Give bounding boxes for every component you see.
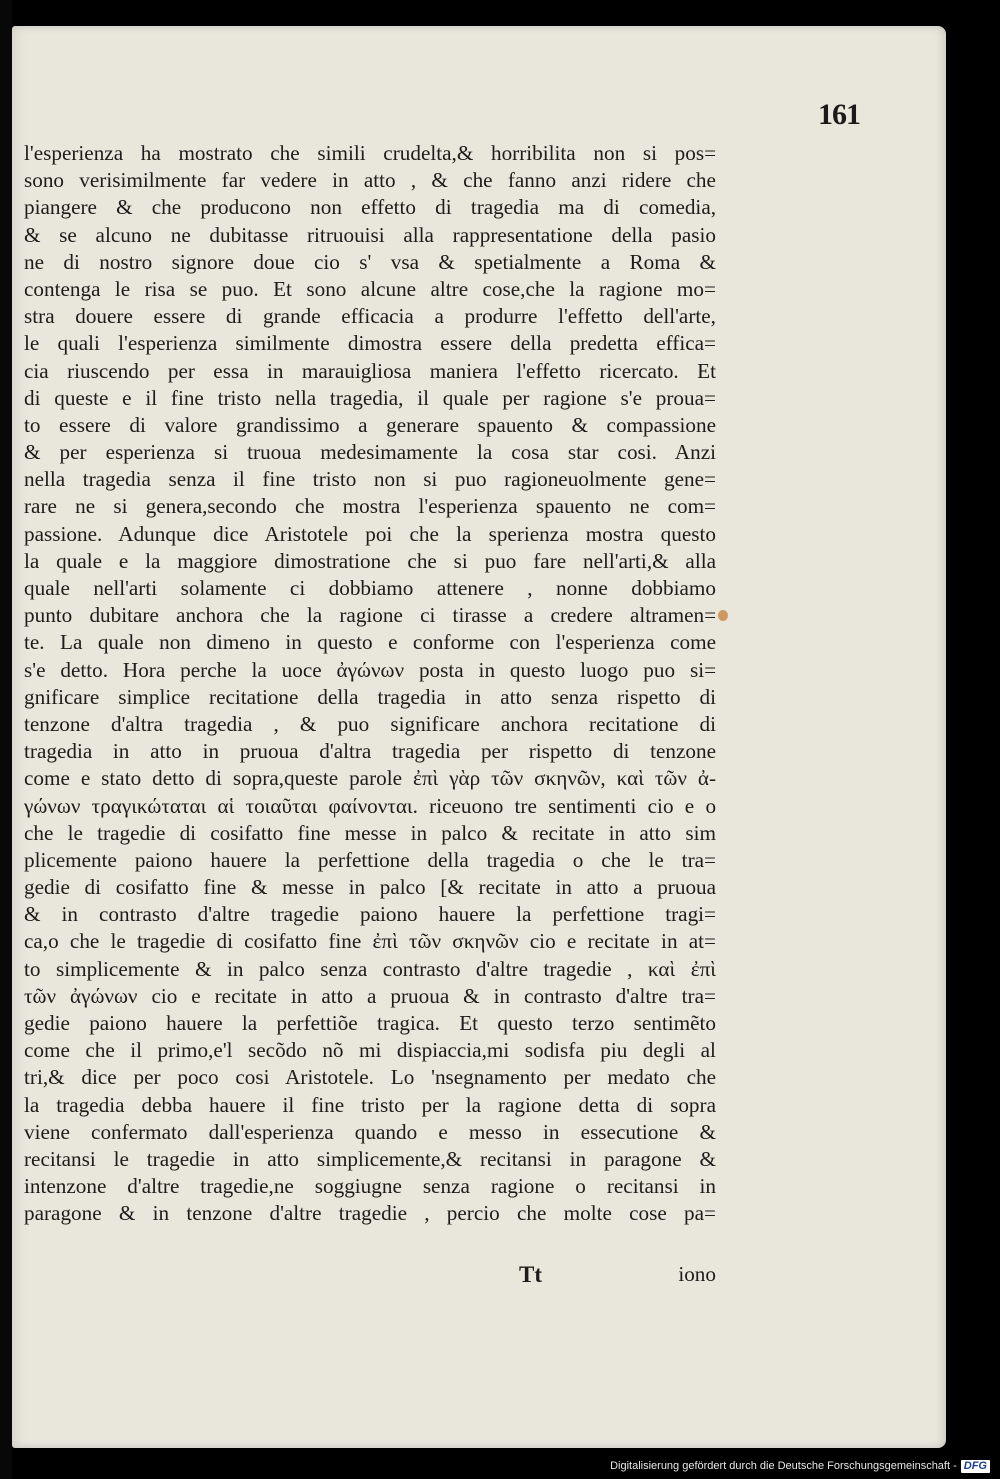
ink-stain: [718, 610, 728, 621]
text-line: piangere & che producono non effetto di tragedia ma di comedia,: [24, 195, 717, 220]
text-line: gedie di cosifatto fine & messe in palco [& recitate in atto a pruoua: [24, 875, 717, 900]
text-line: tenzone d'altra tragedia , & puo significare anchora recitatione di: [24, 711, 717, 736]
page-number: 161: [818, 98, 860, 131]
text-line: plicemente paiono hauere la perfettione della tragedia o che le tra=: [24, 847, 716, 872]
text-line: tragedia in atto in pruoua d'altra tragedia per rispetto di tenzone: [24, 739, 717, 764]
text-line: come e stato detto di sopra,queste parole ἐπὶ γὰρ τῶν σκηνῶν, καὶ τῶν ἀ-: [24, 766, 717, 791]
text-line: s'e detto. Hora perche la uoce ἀγώνων posta in questo luogo puo si=: [24, 657, 717, 682]
text-line: quale nell'arti solamente ci dobbiamo attenere , nonne dobbiamo: [24, 576, 716, 600]
text-line: ca,o che le tragedie di cosifatto fine ἐπὶ τῶν σκηνῶν cio e recitate in at=: [24, 929, 716, 954]
text-line: & se alcuno ne dubitasse ritruouisi alla rappresentatione della pasio: [24, 222, 716, 247]
text-line: che le tragedie di cosifatto fine messe in palco & recitate in atto sim: [24, 820, 716, 845]
text-line: rare ne si genera,secondo che mostra l'esperienza spauento ne com=: [24, 494, 716, 519]
text-line: la quale e la maggiore dimostratione che si puo fare nell'arti,& alla: [24, 548, 717, 573]
text-line: tri,& dice per poco cosi Aristotele. Lo 'nsegnamento per medato che: [24, 1065, 716, 1090]
digitization-footer: [610, 1457, 990, 1475]
text-line: nella tragedia senza il fine tristo non si puo ragioneuolmente gene=: [24, 467, 717, 492]
text-line: gedie paiono hauere la perfettiõe tragica. Et questo terzo sentimẽto: [24, 1011, 717, 1035]
text-line: paragone & in tenzone d'altre tragedie , percio che molte cose pa=: [24, 1201, 716, 1226]
text-line: intenzone d'altre tragedie,ne soggiugne senza ragione o recitansi in: [24, 1174, 717, 1199]
text-line: cia riuscendo per essa in marauigliosa maniera l'effetto ricercato. Et: [24, 358, 716, 383]
text-line: viene confermato dall'esperienza quando e messo in essecutione &: [24, 1119, 716, 1144]
text-line: recitansi le tragedie in atto simplicemente,& recitansi in paragone &: [24, 1146, 716, 1171]
text-line: passione. Adunque dice Aristotele poi che la sperienza mostra questo: [24, 521, 716, 546]
text-line: ne di nostro signore doue cio s' vsa & spetialmente a Roma &: [24, 249, 717, 274]
text-line: to simplicemente & in palco senza contrasto d'altre tragedie , καὶ ἐπὶ: [24, 956, 716, 981]
text-line: la tragedia debba hauere il fine tristo per la ragione detta di sopra: [24, 1092, 716, 1117]
text-line: punto dubitare anchora che la ragione ci tirasse a credere altramen=: [24, 603, 717, 628]
catchword: iono: [678, 1262, 716, 1286]
catch-line: [24, 1262, 716, 1292]
text-line: te. La quale non dimeno in questo e conforme con l'esperienza come: [24, 630, 717, 655]
signature-mark: Tt: [519, 1262, 542, 1287]
footer-credit-text: Digitalisierung gefördert durch die Deutsche Forschungsgemeinschaft -: [610, 1460, 957, 1472]
text-line: come che il primo,e'l secõdo nõ mi dispiaccia,mi sodisfa piu degli al: [24, 1038, 716, 1063]
dfg-logo: DFG: [961, 1460, 990, 1473]
text-line: contenga le risa se puo. Et sono alcune altre cose,che la ragione mo=: [24, 276, 716, 301]
text-line: to essere di valore grandissimo a generare spauento & compassione: [24, 412, 716, 437]
text-line: sono verisimilmente far vedere in atto , & che fanno anzi ridere che: [24, 168, 716, 193]
page-gutter: [0, 0, 12, 1479]
text-line: stra douere essere di grande efficacia a produrre l'effetto dell'arte,: [24, 304, 716, 329]
text-line: τῶν ἀγώνων cio e recitate in atto a pruoua & in contrasto d'altre tra=: [24, 983, 716, 1008]
body-text: [24, 140, 724, 1228]
text-line: γώνων τραγικώταται αἱ τοιαῦται φαίνονται. riceuono tre sentimenti cio e o: [24, 793, 717, 818]
text-line: l'esperienza ha mostrato che simili crudelta,& horribilita non si pos=: [24, 141, 717, 165]
text-line: le quali l'esperienza similmente dimostra essere della predetta effica=: [24, 331, 716, 356]
text-line: gnificare simplice recitatione della tragedia in atto senza rispetto di: [24, 684, 717, 709]
text-line: & per esperienza si truoua medesimamente la cosa star cosi. Anzi: [24, 440, 716, 465]
text-line: di queste e il fine tristo nella tragedia, il quale per ragione s'e proua=: [24, 385, 716, 410]
text-line: & in contrasto d'altre tragedie paiono hauere la perfettione tragi=: [24, 902, 717, 927]
